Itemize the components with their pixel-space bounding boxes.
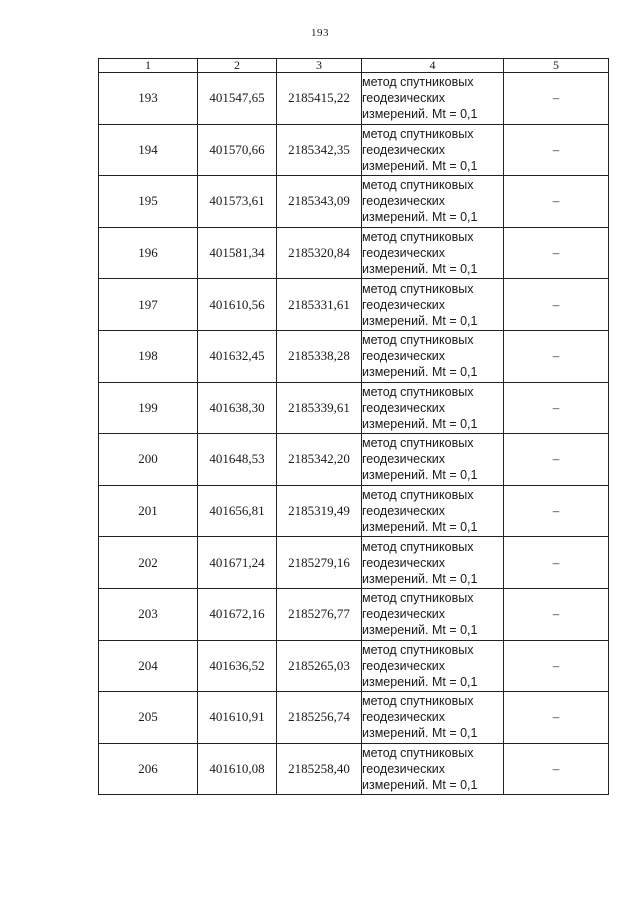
note-cell: – [504, 588, 609, 640]
method-line-2: геодезических [362, 658, 446, 673]
column-header-2: 2 [198, 59, 277, 73]
note-cell: – [504, 743, 609, 795]
point-number-cell: 194 [99, 124, 198, 176]
method-line-3: измерений. Mt = 0,1 [362, 158, 478, 173]
method-cell [362, 640, 504, 692]
point-number-cell: 198 [99, 330, 198, 382]
note-cell: – [504, 330, 609, 382]
x-coordinate-cell: 401656,81 [198, 485, 277, 537]
method-line-3: измерений. Mt = 0,1 [362, 468, 478, 483]
method-line-2: геодезических [362, 452, 446, 467]
point-number-cell: 205 [99, 692, 198, 744]
method-line-3: измерений. Mt = 0,1 [362, 571, 478, 586]
method-line-2: геодезических [362, 246, 446, 261]
method-line-1: метод спутниковых [362, 384, 474, 399]
point-number-cell: 206 [99, 743, 198, 795]
method-line-1: метод спутниковых [362, 281, 474, 296]
note-cell: – [504, 382, 609, 434]
x-coordinate-cell: 401648,53 [198, 434, 277, 486]
column-header-1: 1 [99, 59, 198, 73]
method-line-2: геодезических [362, 607, 446, 622]
method-line-1: метод спутниковых [362, 488, 474, 503]
method-line-2: геодезических [362, 504, 446, 519]
method-line-2: геодезических [362, 91, 446, 106]
note-cell: – [504, 692, 609, 744]
x-coordinate-cell: 401610,56 [198, 279, 277, 331]
table-row [99, 537, 609, 589]
y-coordinate-cell: 2185276,77 [277, 588, 362, 640]
table-row [99, 588, 609, 640]
x-coordinate-cell: 401610,08 [198, 743, 277, 795]
y-coordinate-cell: 2185256,74 [277, 692, 362, 744]
table-row [99, 434, 609, 486]
method-line-3: измерений. Mt = 0,1 [362, 210, 478, 225]
method-line-2: геодезических [362, 194, 446, 209]
y-coordinate-cell: 2185331,61 [277, 279, 362, 331]
y-coordinate-cell: 2185342,35 [277, 124, 362, 176]
note-cell: – [504, 227, 609, 279]
method-line-1: метод спутниковых [362, 230, 474, 245]
table-row [99, 176, 609, 228]
method-cell [362, 176, 504, 228]
table-row [99, 743, 609, 795]
method-line-1: метод спутниковых [362, 746, 474, 761]
point-number-cell: 197 [99, 279, 198, 331]
note-cell: – [504, 279, 609, 331]
table-row [99, 124, 609, 176]
x-coordinate-cell: 401570,66 [198, 124, 277, 176]
method-line-1: метод спутниковых [362, 539, 474, 554]
table-row [99, 73, 609, 125]
method-line-3: измерений. Mt = 0,1 [362, 262, 478, 277]
y-coordinate-cell: 2185339,61 [277, 382, 362, 434]
y-coordinate-cell: 2185265,03 [277, 640, 362, 692]
point-number-cell: 196 [99, 227, 198, 279]
point-number-cell: 193 [99, 73, 198, 125]
method-line-1: метод спутниковых [362, 75, 474, 90]
note-cell: – [504, 537, 609, 589]
x-coordinate-cell: 401632,45 [198, 330, 277, 382]
method-line-1: метод спутниковых [362, 642, 474, 657]
column-header-3: 3 [277, 59, 362, 73]
x-coordinate-cell: 401573,61 [198, 176, 277, 228]
note-cell: – [504, 176, 609, 228]
point-number-cell: 201 [99, 485, 198, 537]
note-cell: – [504, 640, 609, 692]
point-number-cell: 202 [99, 537, 198, 589]
y-coordinate-cell: 2185279,16 [277, 537, 362, 589]
method-line-1: метод спутниковых [362, 591, 474, 606]
method-cell [362, 692, 504, 744]
table-row [99, 640, 609, 692]
column-header-4: 4 [362, 59, 504, 73]
table-header-row [99, 59, 609, 73]
method-cell [362, 434, 504, 486]
x-coordinate-cell: 401672,16 [198, 588, 277, 640]
method-line-1: метод спутниковых [362, 178, 474, 193]
x-coordinate-cell: 401671,24 [198, 537, 277, 589]
note-cell: – [504, 485, 609, 537]
table-row [99, 227, 609, 279]
point-number-cell: 199 [99, 382, 198, 434]
y-coordinate-cell: 2185415,22 [277, 73, 362, 125]
column-header-5: 5 [504, 59, 609, 73]
x-coordinate-cell: 401636,52 [198, 640, 277, 692]
method-line-2: геодезических [362, 349, 446, 364]
x-coordinate-cell: 401547,65 [198, 73, 277, 125]
method-cell [362, 73, 504, 125]
method-line-3: измерений. Mt = 0,1 [362, 674, 478, 689]
note-cell: – [504, 124, 609, 176]
y-coordinate-cell: 2185338,28 [277, 330, 362, 382]
method-line-1: метод спутниковых [362, 436, 474, 451]
coordinates-table [98, 58, 609, 795]
y-coordinate-cell: 2185342,20 [277, 434, 362, 486]
x-coordinate-cell: 401581,34 [198, 227, 277, 279]
method-cell [362, 382, 504, 434]
method-line-2: геодезических [362, 142, 446, 157]
table-row [99, 692, 609, 744]
method-line-3: измерений. Mt = 0,1 [362, 623, 478, 638]
method-line-3: измерений. Mt = 0,1 [362, 520, 478, 535]
method-line-2: геодезических [362, 555, 446, 570]
table-row [99, 485, 609, 537]
point-number-cell: 200 [99, 434, 198, 486]
method-line-3: измерений. Mt = 0,1 [362, 313, 478, 328]
method-line-2: геодезических [362, 400, 446, 415]
method-cell [362, 279, 504, 331]
table-row [99, 382, 609, 434]
point-number-cell: 195 [99, 176, 198, 228]
method-cell [362, 124, 504, 176]
method-line-1: метод спутниковых [362, 333, 474, 348]
method-line-2: геодезических [362, 762, 446, 777]
note-cell: – [504, 73, 609, 125]
method-cell [362, 330, 504, 382]
note-cell: – [504, 434, 609, 486]
y-coordinate-cell: 2185320,84 [277, 227, 362, 279]
method-line-2: геодезических [362, 297, 446, 312]
method-cell [362, 537, 504, 589]
method-line-3: измерений. Mt = 0,1 [362, 726, 478, 741]
method-cell [362, 485, 504, 537]
y-coordinate-cell: 2185319,49 [277, 485, 362, 537]
method-line-3: измерений. Mt = 0,1 [362, 107, 478, 122]
method-cell [362, 227, 504, 279]
table-row [99, 330, 609, 382]
method-line-1: метод спутниковых [362, 126, 474, 141]
page-number: 193 [311, 27, 329, 39]
point-number-cell: 203 [99, 588, 198, 640]
method-line-2: геодезических [362, 710, 446, 725]
x-coordinate-cell: 401610,91 [198, 692, 277, 744]
table-row [99, 279, 609, 331]
point-number-cell: 204 [99, 640, 198, 692]
method-line-3: измерений. Mt = 0,1 [362, 365, 478, 380]
y-coordinate-cell: 2185343,09 [277, 176, 362, 228]
method-line-1: метод спутниковых [362, 694, 474, 709]
method-cell [362, 743, 504, 795]
method-line-3: измерений. Mt = 0,1 [362, 778, 478, 793]
x-coordinate-cell: 401638,30 [198, 382, 277, 434]
method-line-3: измерений. Mt = 0,1 [362, 416, 478, 431]
table-body [99, 73, 609, 795]
y-coordinate-cell: 2185258,40 [277, 743, 362, 795]
method-cell [362, 588, 504, 640]
